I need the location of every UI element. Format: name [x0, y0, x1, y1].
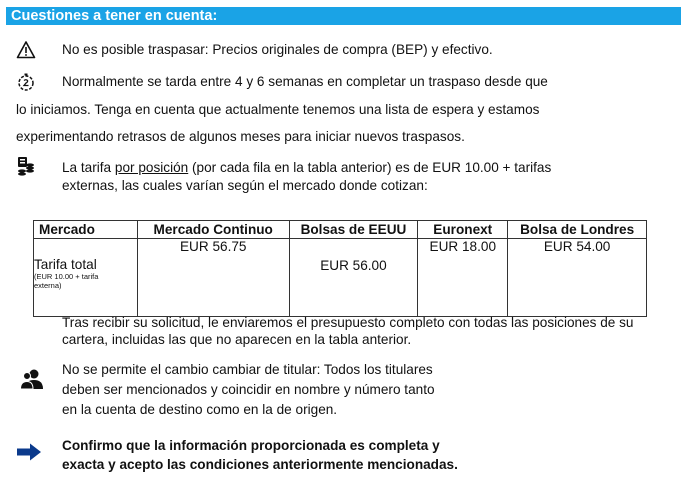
table-header: Mercado	[34, 221, 138, 239]
quote-line-1: Tras recibir su solicitud, le enviaremos el presupuesto completo con todas las posiciones de su	[62, 315, 634, 330]
row-note-line-2: externa)	[34, 281, 62, 290]
coins-icon	[16, 156, 36, 176]
arrow-right-icon	[16, 442, 42, 462]
fees-table	[33, 220, 647, 317]
confirm-line-1: Confirmo que la información proporcionada es completa y	[62, 438, 440, 453]
fees-line-1-suffix: (por cada fila en la tabla anterior) es de EUR 10.00 + tarifas	[188, 160, 552, 175]
section-title: Cuestiones a tener en cuenta:	[11, 8, 218, 24]
users-icon	[20, 368, 40, 388]
fees-line-1	[62, 160, 551, 176]
table-cell: EUR 54.00	[508, 239, 647, 317]
table-header-row	[34, 221, 647, 239]
table-header: Bolsas de EEUU	[289, 221, 418, 239]
table-cell: EUR 56.00	[289, 239, 418, 317]
fees-line-1-prefix: La tarifa	[62, 160, 115, 175]
row-label: Tarifa total	[34, 257, 97, 272]
fees-per-position: por posición	[114, 160, 189, 175]
table-header: Mercado Continuo	[137, 221, 289, 239]
holders-line-3: en la cuenta de destino como en la de origen.	[62, 402, 338, 417]
table-row	[34, 239, 647, 317]
quote-line-2: cartera, incluidas las que no aparecen en la tabla anterior.	[62, 332, 412, 347]
table-row-label-cell	[34, 239, 138, 317]
holders-line-1: No se permite el cambio cambiar de titular: Todos los titulares	[62, 362, 433, 377]
timing-line-2: lo iniciamos. Tenga en cuenta que actualmente tenemos una lista de espera y estamos	[16, 102, 540, 117]
stopwatch-icon	[16, 72, 36, 92]
table-cell: EUR 56.75	[137, 239, 289, 317]
table-header: Euronext	[418, 221, 508, 239]
row-note-line-1: (EUR 10.00 + tarifa	[34, 272, 99, 281]
timing-line-3: experimentando retrasos de algunos meses para iniciar nuevos traspasos.	[16, 129, 465, 144]
holders-line-2: deben ser mencionados y coincidir en nombre y número tanto	[62, 382, 435, 397]
table-header: Bolsa de Londres	[508, 221, 647, 239]
table-cell: EUR 18.00	[418, 239, 508, 317]
warning-triangle-icon	[16, 40, 36, 60]
fees-line-2: externas, las cuales varían según el mercado donde cotizan:	[62, 178, 428, 193]
section-header	[6, 7, 681, 25]
warning-text: No es posible traspasar: Precios originales de compra (BEP) y efectivo.	[62, 42, 493, 57]
confirm-line-2: exacta y acepto las condiciones anteriormente mencionadas.	[62, 457, 458, 472]
timing-line-1: Normalmente se tarda entre 4 y 6 semanas en completar un traspaso desde que	[62, 74, 548, 89]
